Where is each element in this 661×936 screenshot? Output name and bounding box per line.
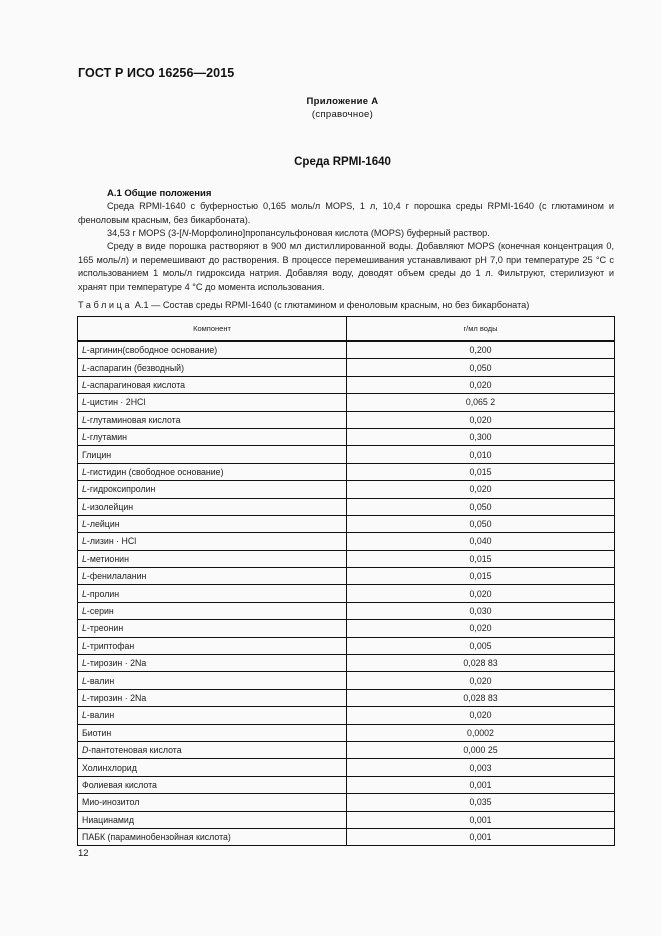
concentration-cell: 0,050 xyxy=(347,359,615,376)
composition-table xyxy=(77,316,615,846)
component-name: -серин xyxy=(86,606,114,617)
component-cell xyxy=(78,568,347,585)
table-row xyxy=(78,359,615,376)
component-name: -аспарагин (безводный) xyxy=(86,362,185,373)
table-row xyxy=(78,655,615,672)
isomer-prefix: L xyxy=(82,345,87,356)
concentration-cell: 0,028 83 xyxy=(347,655,615,672)
isomer-prefix: L xyxy=(82,519,87,530)
component-name: Фолиевая кислота xyxy=(82,779,157,790)
table-row xyxy=(78,776,615,793)
concentration-cell: 0,015 xyxy=(347,568,615,585)
concentration-cell: 0,020 xyxy=(347,707,615,724)
table-row xyxy=(78,759,615,776)
annex-title: Приложение А xyxy=(306,96,379,107)
component-cell xyxy=(78,463,347,480)
concentration-cell: 0,200 xyxy=(347,341,615,359)
component-cell xyxy=(78,550,347,567)
table-caption-label: Таблица xyxy=(78,300,133,310)
table-row xyxy=(78,724,615,741)
concentration-cell: 0,040 xyxy=(347,533,615,550)
column-header-concentration: г/мл воды xyxy=(347,317,615,342)
component-name: Холинхлорид xyxy=(82,762,137,773)
component-cell xyxy=(78,637,347,654)
table-row xyxy=(78,602,615,619)
table-row xyxy=(78,741,615,758)
concentration-cell: 0,015 xyxy=(347,463,615,480)
concentration-cell: 0,001 xyxy=(347,811,615,828)
component-cell xyxy=(78,585,347,602)
isomer-prefix: L xyxy=(82,432,87,443)
isomer-prefix: L xyxy=(82,623,87,634)
isomer-prefix: D xyxy=(82,745,89,756)
concentration-cell: 0,050 xyxy=(347,515,615,532)
component-cell xyxy=(78,515,347,532)
component-name: -гистидин (свободное основание) xyxy=(86,466,224,477)
table-row xyxy=(78,637,615,654)
component-cell xyxy=(78,741,347,758)
component-name: Ниацинамид xyxy=(82,814,134,825)
table-body xyxy=(78,341,615,846)
annex-type: (справочное) xyxy=(311,109,374,120)
component-name: -треонин xyxy=(86,623,124,634)
concentration-cell: 0,035 xyxy=(347,794,615,811)
component-cell xyxy=(78,811,347,828)
component-cell xyxy=(78,533,347,550)
table-row xyxy=(78,394,615,411)
component-cell xyxy=(78,794,347,811)
subsection-heading: А.1 Общие положения xyxy=(107,188,212,199)
table-row xyxy=(78,341,615,359)
component-cell xyxy=(78,341,347,359)
table-row xyxy=(78,411,615,428)
isomer-prefix: L xyxy=(82,466,87,477)
paragraph-1-text: Среда RPMI-1640 с буферностью 0,165 моль/л MOPS, 1 л, 10,4 г порошка среды RPMI-1640 (с глютамином и феноловым красным, без бикарбоната). xyxy=(78,201,614,225)
isomer-prefix: L xyxy=(82,536,87,547)
paragraph-3-text: Среду в виде порошка растворяют в 900 мл дистиллированной воды. Добавляют MOPS (конечная концентрация 0, 165 моль/л) и перемешивают до растворения. В процессе перемешивания устанавливают рН 7,0 при температуре 25 °С с использованием 1 моль/л гидроксида натрия. Добавляя воду, доводят объем среды до 1 л. Фильтруют, стерилизуют и хранят при температуре 4 °С до момента использования. xyxy=(78,241,614,292)
component-name: -тирозин · 2Na xyxy=(86,693,147,703)
paragraph-3 xyxy=(78,240,614,294)
concentration-cell: 0,020 xyxy=(347,585,615,602)
concentration-cell: 0,020 xyxy=(347,481,615,498)
table-row xyxy=(78,533,615,550)
table-row xyxy=(78,498,615,515)
component-cell xyxy=(78,428,347,445)
component-cell xyxy=(78,672,347,689)
component-cell xyxy=(78,828,347,845)
concentration-cell: 0,000 25 xyxy=(347,741,615,758)
table-row xyxy=(78,568,615,585)
component-name: -фенилаланин xyxy=(86,571,147,582)
isomer-prefix: L xyxy=(82,693,87,703)
concentration-cell: 0,0002 xyxy=(347,724,615,741)
component-name: -лизин · HCl xyxy=(86,536,137,547)
concentration-cell: 0,028 83 xyxy=(347,689,615,706)
isomer-prefix: L xyxy=(82,553,87,564)
table-row xyxy=(78,463,615,480)
table-row xyxy=(78,446,615,463)
component-name: -валин xyxy=(86,675,115,686)
component-name: -триптофан xyxy=(86,640,135,651)
table-row xyxy=(78,689,615,706)
table-row xyxy=(78,811,615,828)
isomer-prefix: L xyxy=(82,414,87,425)
paragraph-2-after: -Морфолино]пропансульфоновая кислота (MOPS) буферный раствор. xyxy=(188,228,490,238)
concentration-cell: 0,015 xyxy=(347,550,615,567)
document-id: ГОСТ Р ИСО 16256—2015 xyxy=(78,66,235,80)
paragraph-2 xyxy=(78,227,614,241)
table-caption-text: А.1 — Состав среды RPMI-1640 (с глютамином и феноловым красным, но без бикарбоната) xyxy=(132,300,530,310)
table-row xyxy=(78,672,615,689)
column-header-component: Компонент xyxy=(78,317,347,342)
table-row xyxy=(78,620,615,637)
component-cell xyxy=(78,707,347,724)
component-cell xyxy=(78,411,347,428)
table-caption xyxy=(78,300,529,310)
table-row xyxy=(78,376,615,393)
concentration-cell: 0,030 xyxy=(347,602,615,619)
component-name: -лейцин xyxy=(86,519,120,530)
component-name: -пантотеновая кислота xyxy=(88,745,182,756)
isomer-prefix: L xyxy=(82,640,87,651)
component-name: -глутаминовая кислота xyxy=(86,414,181,425)
component-name: Глицин xyxy=(82,449,112,460)
component-name: -цистин · 2HCl xyxy=(86,397,146,408)
component-cell xyxy=(78,776,347,793)
concentration-cell: 0,001 xyxy=(347,776,615,793)
table-row xyxy=(78,550,615,567)
isomer-prefix: L xyxy=(82,362,87,373)
component-cell xyxy=(78,602,347,619)
concentration-cell: 0,010 xyxy=(347,446,615,463)
table-row xyxy=(78,828,615,845)
component-name: Биотин xyxy=(82,727,112,738)
concentration-cell: 0,065 2 xyxy=(347,394,615,411)
component-name: -аргинин(свободное основание) xyxy=(86,345,218,356)
concentration-cell: 0,001 xyxy=(347,828,615,845)
concentration-cell: 0,300 xyxy=(347,428,615,445)
concentration-cell: 0,020 xyxy=(347,376,615,393)
table-row xyxy=(78,428,615,445)
paragraph-1 xyxy=(78,200,614,227)
component-cell xyxy=(78,359,347,376)
component-name: Мио-инозитол xyxy=(82,797,140,808)
isomer-prefix: L xyxy=(82,606,87,617)
component-cell xyxy=(78,394,347,411)
isomer-prefix: L xyxy=(82,658,87,669)
concentration-cell: 0,020 xyxy=(347,620,615,637)
table-row xyxy=(78,794,615,811)
component-name: -аспарагиновая кислота xyxy=(86,379,186,390)
concentration-cell: 0,003 xyxy=(347,759,615,776)
isomer-prefix: L xyxy=(82,710,87,721)
page-number: 12 xyxy=(78,848,89,859)
component-cell xyxy=(78,724,347,741)
component-cell xyxy=(78,620,347,637)
component-name: -гидроксипролин xyxy=(86,484,156,495)
isomer-prefix: L xyxy=(82,484,87,495)
concentration-cell: 0,020 xyxy=(347,411,615,428)
isomer-prefix: L xyxy=(82,397,87,408)
table-row xyxy=(78,585,615,602)
concentration-cell: 0,005 xyxy=(347,637,615,654)
component-cell xyxy=(78,655,347,672)
isomer-prefix: L xyxy=(82,675,87,686)
component-name: -изолейцин xyxy=(86,501,134,512)
table-header-row xyxy=(78,317,615,342)
section-title: Среда RPMI-1640 xyxy=(294,156,391,168)
isomer-prefix: L xyxy=(82,588,87,599)
table-row xyxy=(78,515,615,532)
paragraph-2-before: 34,53 г MOPS (3-[ xyxy=(107,228,182,238)
component-name: -глутамин xyxy=(86,432,128,443)
component-cell xyxy=(78,759,347,776)
component-name: ПАБК (параминобензойная кислота) xyxy=(82,832,231,843)
table-row xyxy=(78,481,615,498)
component-cell xyxy=(78,498,347,515)
isomer-prefix: L xyxy=(82,379,87,390)
table-row xyxy=(78,707,615,724)
component-cell xyxy=(78,481,347,498)
component-cell xyxy=(78,446,347,463)
component-name: -тирозин · 2Na xyxy=(86,658,147,669)
concentration-cell: 0,050 xyxy=(347,498,615,515)
concentration-cell: 0,020 xyxy=(347,672,615,689)
component-cell xyxy=(78,689,347,706)
component-name: -пролин xyxy=(86,588,120,599)
component-name: -метионин xyxy=(86,553,129,564)
paragraph-2-italic: N xyxy=(181,228,189,238)
component-name: -валин xyxy=(86,710,115,721)
isomer-prefix: L xyxy=(82,501,87,512)
isomer-prefix: L xyxy=(82,571,87,582)
component-cell xyxy=(78,376,347,393)
